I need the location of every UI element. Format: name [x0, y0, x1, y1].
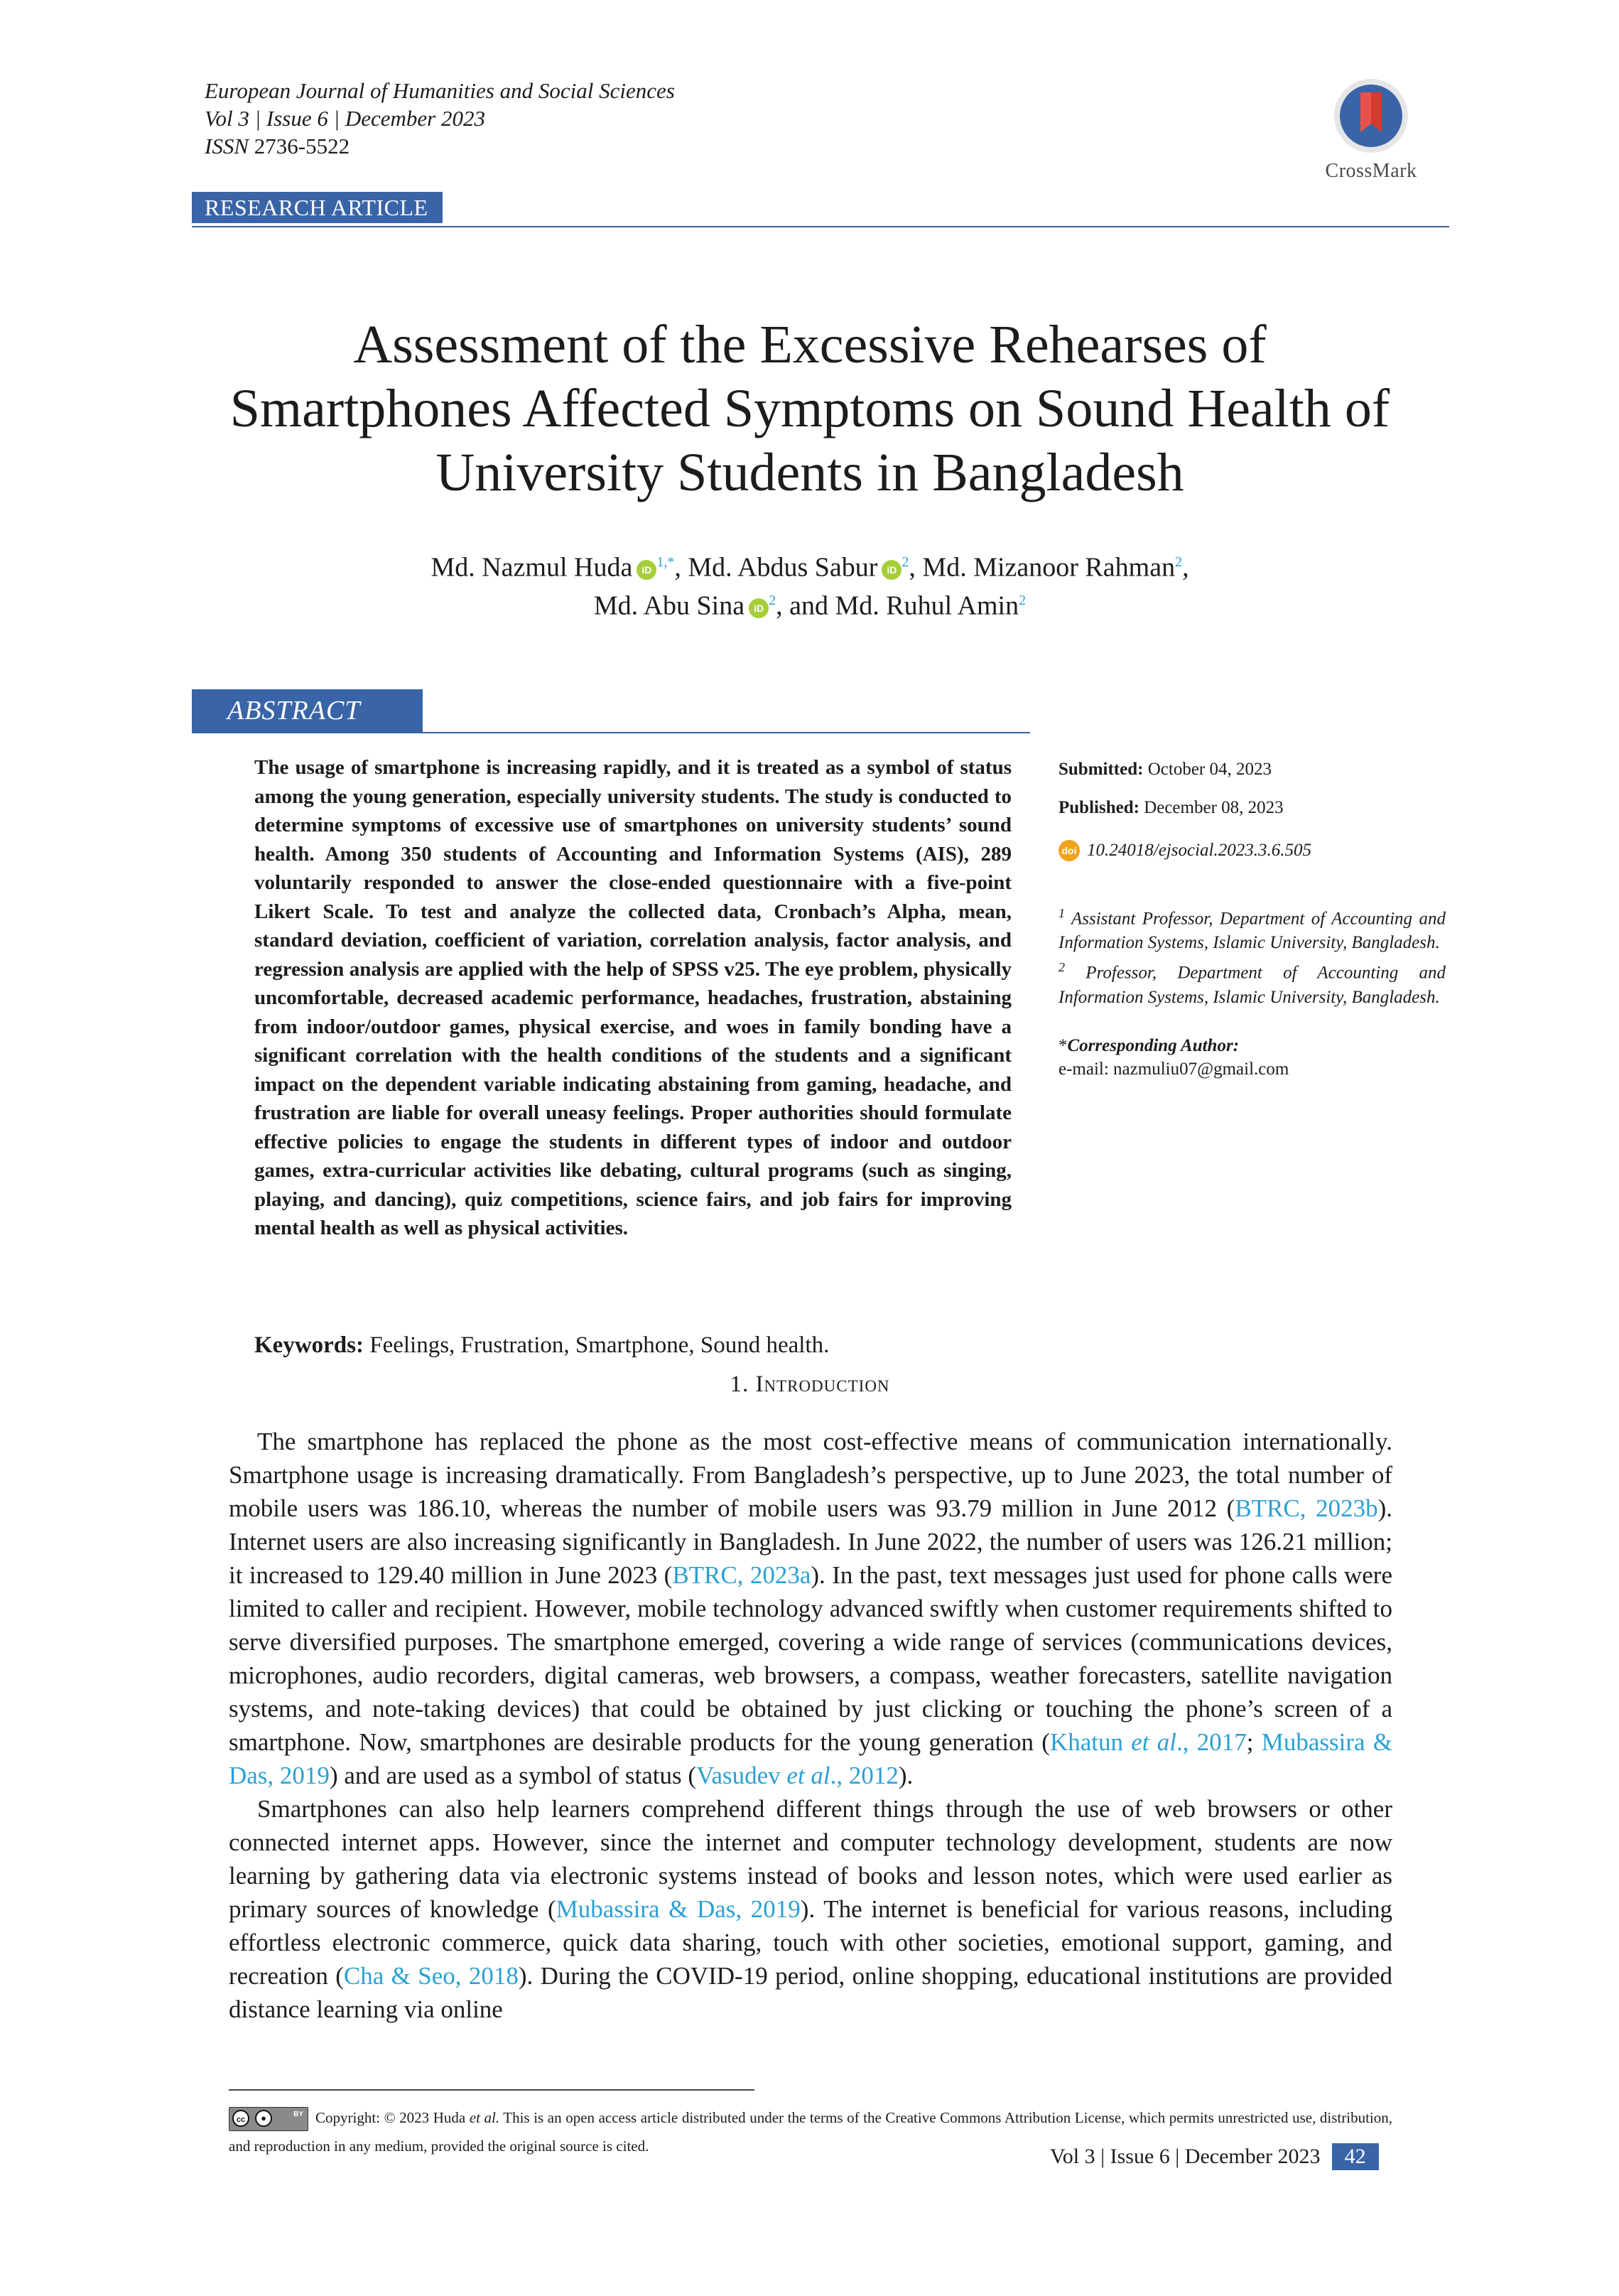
abstract-heading: ABSTRACT [192, 689, 423, 732]
author-name: Md. Abu Sina [593, 591, 745, 621]
author-separator: , [674, 552, 688, 583]
citation-btrc-2023b[interactable]: BTRC, 2023b [1235, 1494, 1378, 1522]
corresponding-author: *Corresponding Author: e-mail: nazmuliu07@gmail.com [1058, 1034, 1446, 1081]
body-text [229, 1425, 1392, 2026]
article-title: Assessment of the Excessive Rehearses of Smartphones Affected Symptoms on Sound Health of University Students in Bangladesh [229, 315, 1390, 502]
affiliation-2: $^2$ Professor, Department of Accounting and Information Systems, Islamic University, Bangladesh. [1058, 960, 1446, 1007]
orcid-icon[interactable]: iD [749, 598, 769, 618]
paragraph-2: Smartphones can also help learners comprehend different things through the use of web browsers or other connected internet apps. However, since the internet and computer technology development, students are now learning by gathering data via electronic systems instead of books and lesson notes, which were used earlier as primary sources of knowledge (Mubassira & Das, 2019). The internet is beneficial for various reasons, including effortless electronic commerce, quick data sharing, touch with other societies, emotional support, gaming, and recreation (Cha & Seo, 2018). During the COVID-19 period, online shopping, educational institutions are provided distance learning via online [229, 1795, 1393, 2023]
author-name: Md. Mizanoor Rahman [922, 552, 1176, 583]
corresponding-email[interactable]: e-mail: nazmuliu07@gmail.com [1058, 1059, 1289, 1079]
author-affiliation-marker: 2 [769, 592, 776, 608]
author-affiliation-marker: 2 [1175, 554, 1183, 570]
article-type-label: RESEARCH ARTICLE [192, 192, 443, 223]
citation-mubassira-2019-b[interactable]: Mubassira & Das, 2019 [556, 1895, 801, 1923]
abstract-divider [192, 732, 1030, 733]
page-number: 42 [1332, 2143, 1379, 2170]
doi-value: 10.24018/ejsocial.2023.3.6.505 [1087, 841, 1311, 860]
published-date: Published: December 08, 2023 [1058, 798, 1284, 817]
orcid-icon[interactable]: iD [882, 560, 901, 580]
cc-by-license-icon[interactable]: cc ● BY [229, 2107, 308, 2131]
affiliations [1058, 901, 1446, 1010]
author-list [213, 546, 1407, 622]
abstract-text: The usage of smartphone is increasing rapidly, and it is treated as a symbol of status among the young generation, especially university students. The study is conducted to determine symptoms of excessive use of smartphones on university students’ sound health. Among 350 students of Accounting and Information Systems (AIS), 289 voluntarily responded to answer the close-ended questionnaire with a five-point Likert Scale. To test and analyze the collected data, Cronbach’s Alpha, mean, standard deviation, coefficient of variation, correlation analysis, factor analysis, and regression analysis are applied with the help of SPSS v25. The eye problem, physically uncomfortable, decreased academic performance, headaches, frustration, abstaining from indoor/outdoor games, physical exercise, and woes in family bonding have a significant correlation with the health conditions of the students and a significant impact on the dependent variable indicating abstaining from gaming, headache, and frustration are liable for overall uneasy feelings. Proper authorities should formulate effective policies to engage the students in different types of indoor and outdoor games, extra-curricular activities like debating, cultural programs (such as singing, playing, and dancing), quiz competitions, science fairs, and job fairs for improving mental health as well as physical activities. [254, 756, 1012, 1239]
author-separator: , and [776, 591, 835, 621]
author-name: Md. Nazmul Huda [431, 552, 633, 583]
affiliation-1: $^1$ Assistant Professor, Department of Accounting and Information Systems, Islamic University, Bangladesh. [1058, 906, 1446, 953]
footnote-divider [229, 2089, 754, 2091]
article-metadata [1058, 758, 1446, 1081]
paragraph-1: The smartphone has replaced the phone as the most cost-effective means of communication internationally. Smartphone usage is increasing dramatically. From Bangladesh’s perspective, up to June 2023, the total number of mobile users was 186.10, whereas the number of mobile users was 93.79 million in June 2012 (BTRC, 2023b). Internet users are also increasing significantly in Bangladesh. In June 2022, the number of users was 126.21 million; it increased to 129.40 million in June 2023 (BTRC, 2023a). In the past, text messages just used for phone calls were limited to caller and recipient. However, mobile technology advanced swiftly when customer requirements shifted to serve diversified purposes. The smartphone emerged, covering a wide range of services (communications devices, microphones, audio recorders, digital cameras, web browsers, a compass, weather forecasters, satellite navigation systems, and note-taking devices) that could be obtained by just clicking or touching the phone’s screen of a smartphone. Now, smartphones are desirable products for the young generation (Khatun et al., 2017; Mubassira & Das, 2019) and are used as a symbol of status (Vasudev et al., 2012). [229, 1428, 1392, 1789]
journal-name: European Journal of Humanities and Social Sciences [205, 78, 675, 103]
author-affiliation-marker: 2 [901, 554, 909, 570]
journal-issn: ISSN 2736-5522 [205, 134, 350, 158]
author-affiliation-marker: 2 [1019, 592, 1027, 608]
citation-btrc-2023a[interactable]: BTRC, 2023a [672, 1561, 811, 1589]
doi-link[interactable] [1058, 840, 1446, 861]
citation-mubassira-2019[interactable]: Mubassira & Das, 2019 [229, 1728, 1392, 1789]
section-heading-introduction: 1. Introduction [730, 1371, 890, 1397]
journal-issue: Vol 3 | Issue 6 | December 2023 [205, 106, 485, 131]
citation-vasudev-2012[interactable]: Vasudev et al., 2012 [696, 1762, 899, 1789]
author-name: Md. Abdus Sabur [688, 552, 878, 583]
header-divider [192, 226, 1449, 227]
author-affiliation-marker: 1,* [656, 554, 675, 570]
author-separator: , [1182, 552, 1189, 583]
keywords: Keywords: Feelings, Frustration, Smartphone, Sound health. [254, 1332, 830, 1358]
citation-khatun-2017[interactable]: Khatun et al., 2017 [1049, 1728, 1247, 1756]
license-note: cc ● BY Copyright: © 2023 Huda et al. This is an open access article distributed under the terms of the Creative Commons Attribution License, which permits unrestricted use, distribution, and reproduction in any medium, provided the original source is cited. [229, 2103, 1392, 2160]
journal-header [205, 77, 675, 160]
submitted-date: Submitted: October 04, 2023 [1058, 760, 1272, 779]
crossmark-icon [1332, 77, 1410, 155]
footer-issue: Vol 3 | Issue 6 | December 2023 [1050, 2145, 1321, 2168]
crossmark-label: CrossMark [1325, 160, 1417, 182]
orcid-icon[interactable]: iD [637, 560, 656, 580]
author-separator: , [909, 552, 923, 583]
author-name: Md. Ruhul Amin [835, 591, 1019, 621]
citation-cha-seo-2018[interactable]: Cha & Seo, 2018 [343, 1962, 519, 1990]
crossmark-badge[interactable] [1321, 77, 1421, 183]
page-footer [1050, 2143, 1379, 2170]
doi-icon: doi [1058, 840, 1080, 861]
